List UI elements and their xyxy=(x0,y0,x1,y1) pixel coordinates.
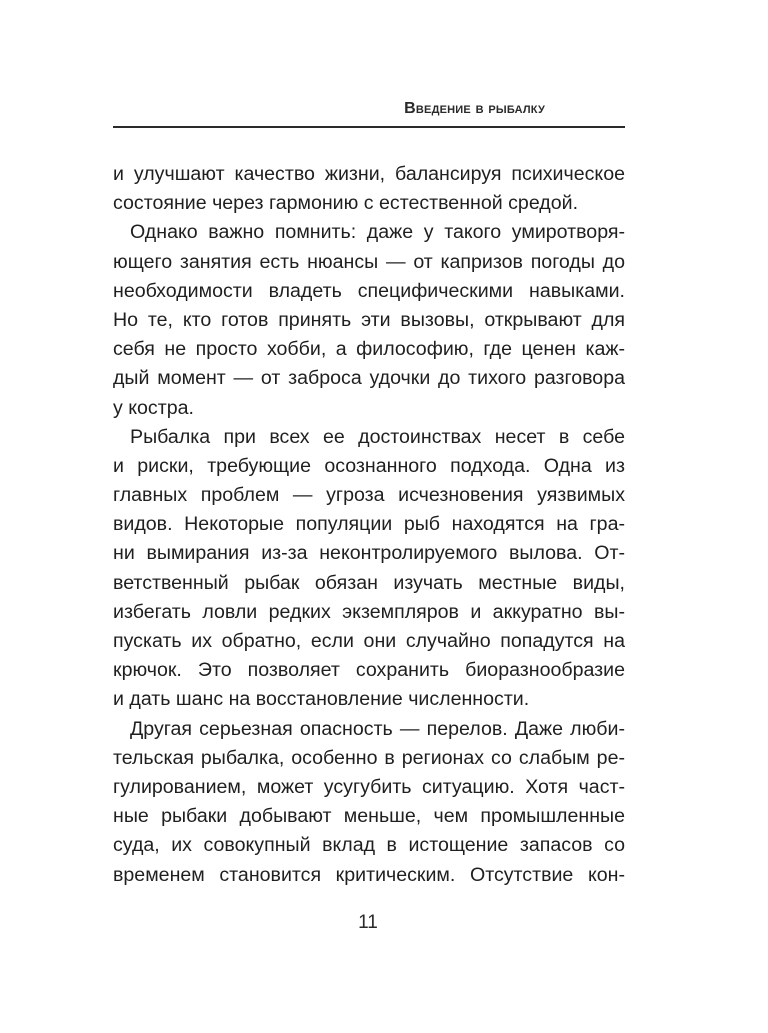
text-line: главных проблем — угроза исчезновения уязвимых xyxy=(113,484,625,507)
text-line: у костра. xyxy=(113,396,194,419)
text-line: необходимости владеть специфическими навыками. xyxy=(113,279,625,302)
text-line: и улучшают качество жизни, балансируя психическое xyxy=(113,163,625,185)
text-line: Но те, кто готов принять эти вызовы, открывают для xyxy=(113,308,625,331)
text-line: дый момент — от заброса удочки до тихого разговора xyxy=(113,367,625,390)
text-line: ющего занятия есть нюансы — от капризов погоды до xyxy=(113,250,625,273)
text-line: себя не просто хобби, а философию, где ценен каж- xyxy=(113,338,625,361)
text-line: видов. Некоторые популяции рыб находятся на гра- xyxy=(113,513,625,536)
header-rule xyxy=(113,126,625,128)
text-line: состояние через гармонию с естественной средой. xyxy=(113,192,579,215)
text-line: избегать ловли редких экземпляров и аккуратно вы- xyxy=(113,600,625,623)
running-head xyxy=(113,96,625,128)
text-line: ные рыбаки добывают меньше, чем промышленные xyxy=(113,805,625,828)
text-line: пускать их обратно, если они случайно попадутся на xyxy=(113,630,625,652)
text-line: ни вымирания из-за неконтролируемого вылова. От- xyxy=(113,542,625,565)
text-line: Рыбалка при всех ее достоинствах несет в себе xyxy=(130,425,625,448)
text-line: и риски, требующие осознанного подхода. Одна из xyxy=(113,454,625,477)
body-text xyxy=(113,160,625,890)
text-line: суда, их совокупный вклад в истощение запасов со xyxy=(113,834,625,857)
page-number: 11 xyxy=(358,912,378,933)
text-line: тельская рыбалка, особенно в регионах со слабым ре- xyxy=(113,746,625,769)
text-line: ветственный рыбак обязан изучать местные виды, xyxy=(113,571,625,594)
text-line: Другая серьезная опасность — перелов. Даже люби- xyxy=(130,717,625,740)
text-line: крючок. Это позволяет сохранить биоразнообразие xyxy=(113,659,625,682)
text-line: гулированием, может усугубить ситуацию. Хотя част- xyxy=(113,775,625,798)
running-title: Введение в рыбалку xyxy=(404,100,545,117)
text-line: временем становится критическим. Отсутствие кон- xyxy=(113,863,625,886)
text-line: Однако важно помнить: даже у такого умиротворя- xyxy=(130,221,625,244)
text-line: и дать шанс на восстановление численности. xyxy=(113,688,530,711)
